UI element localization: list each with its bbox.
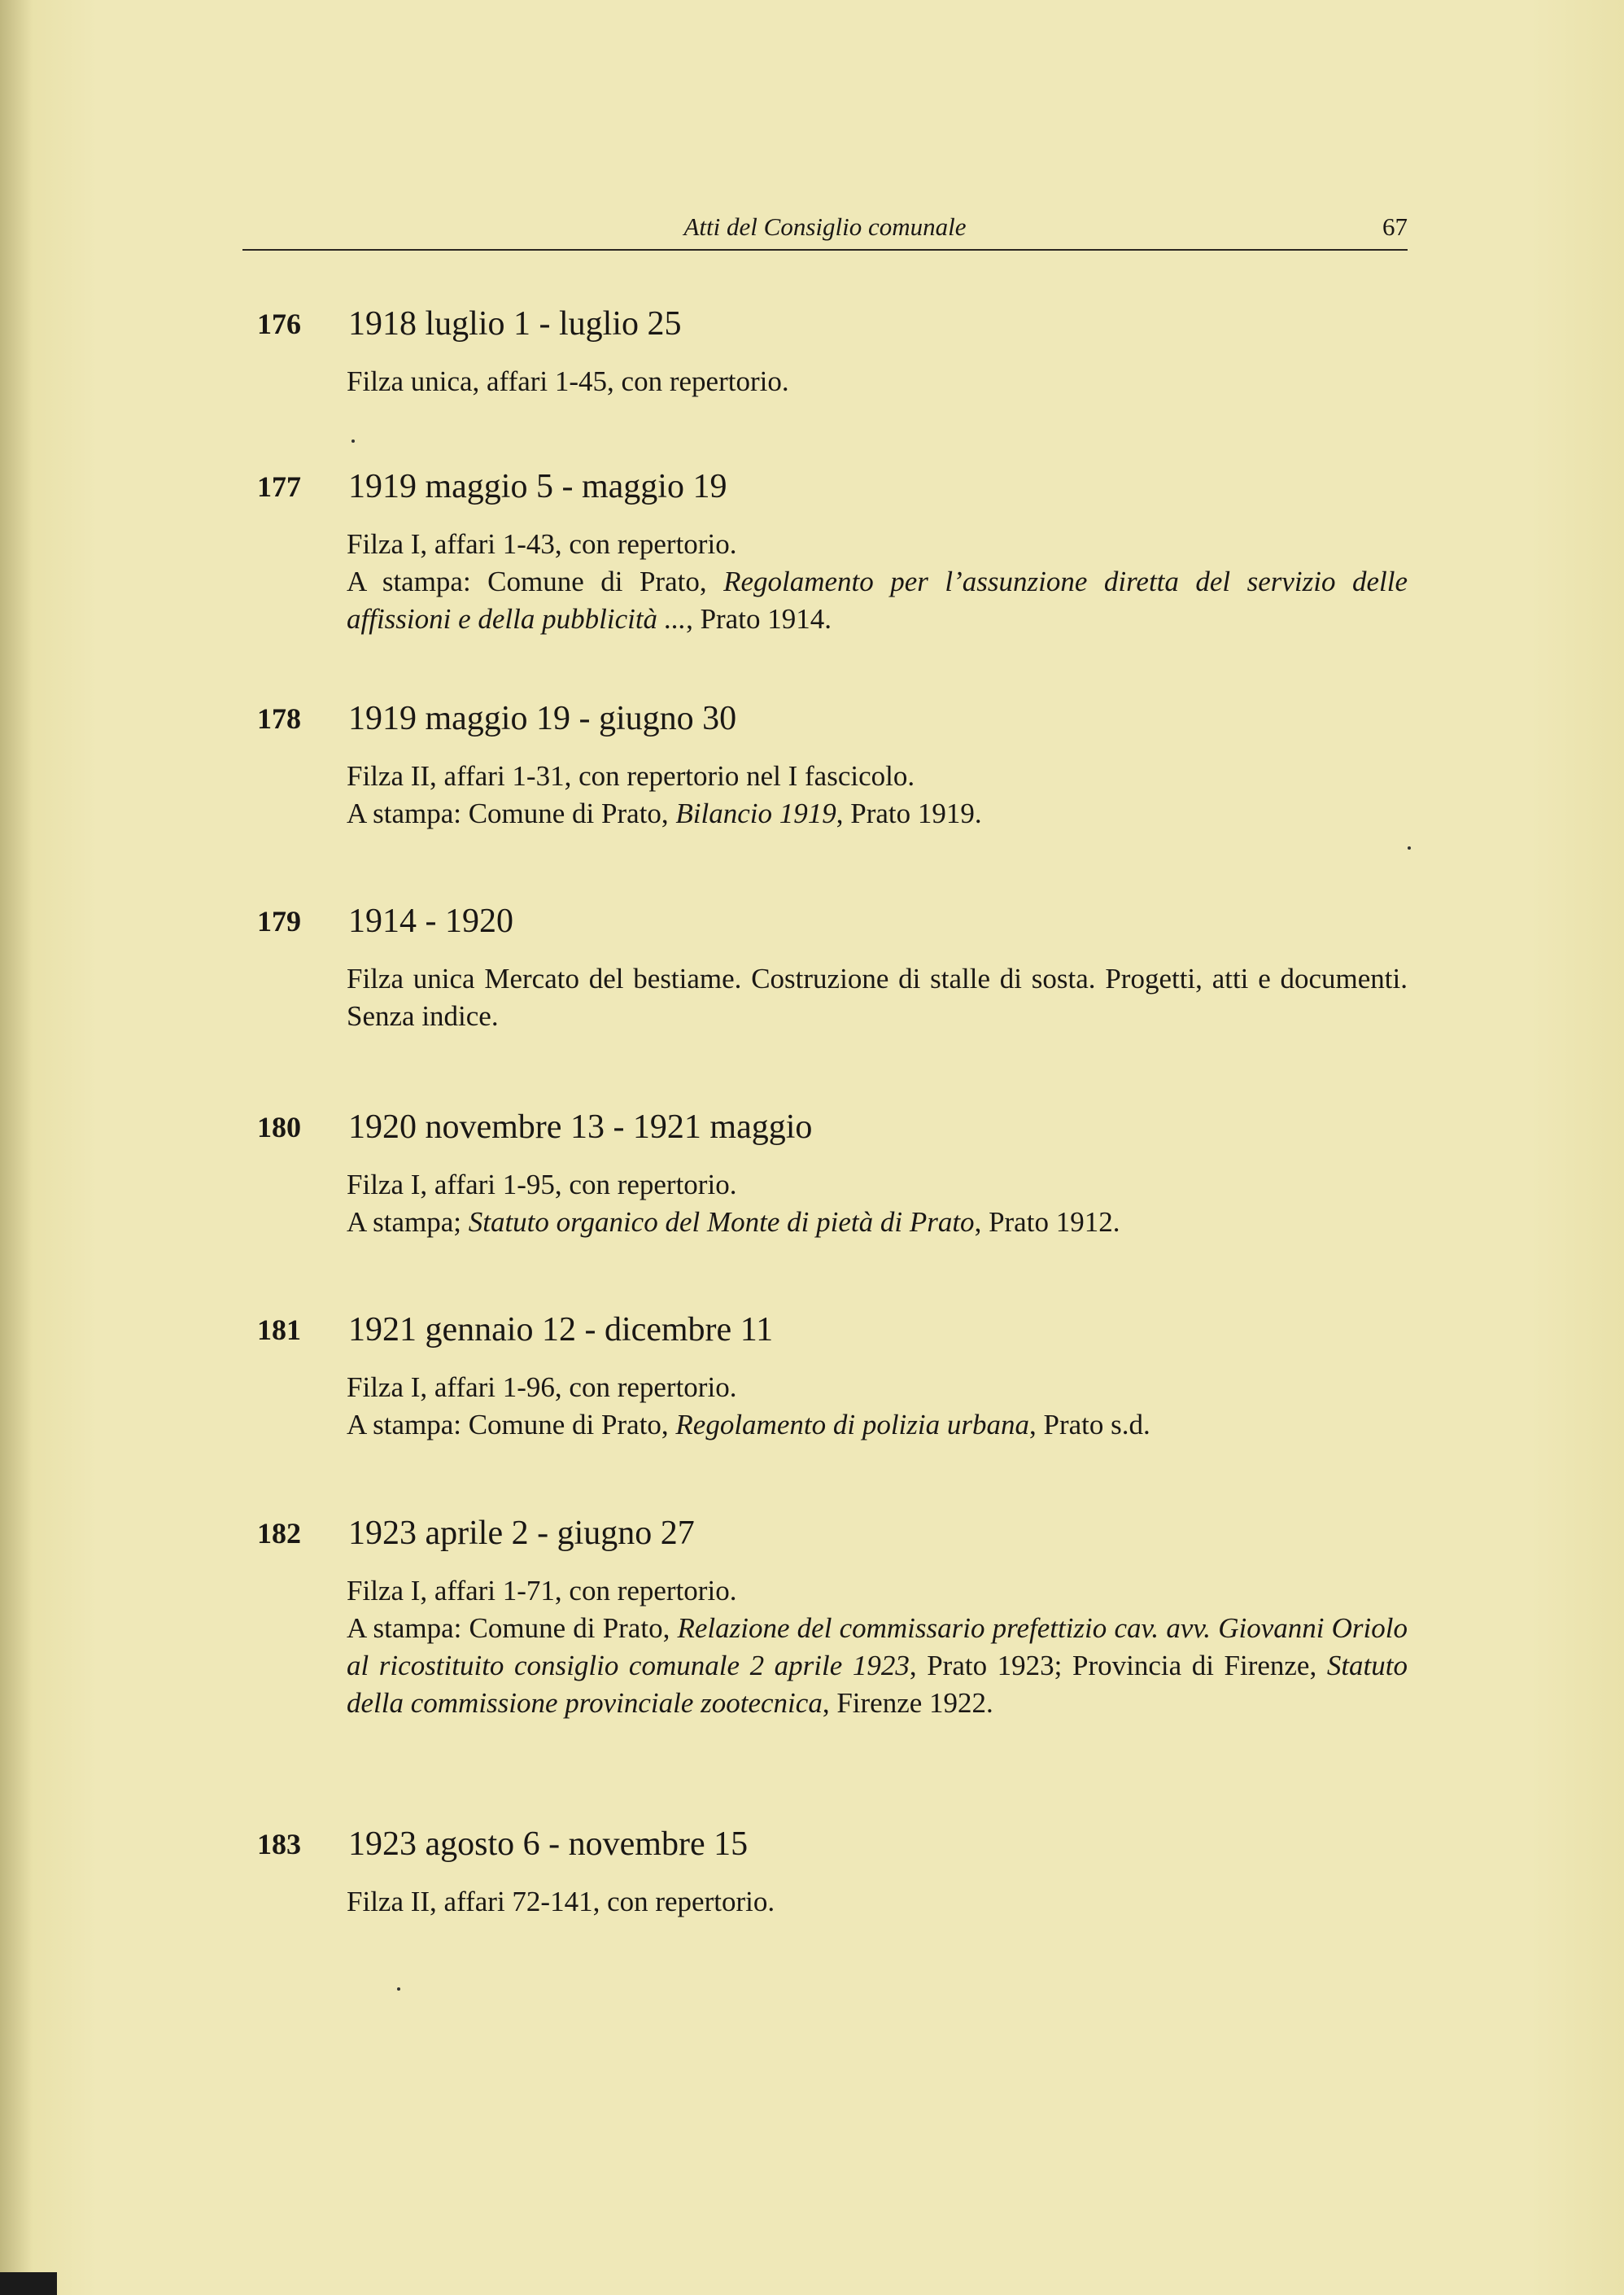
entry-number: 178 bbox=[257, 702, 301, 735]
publication-note bbox=[347, 563, 1408, 638]
entry-number: 183 bbox=[257, 1828, 301, 1860]
entry-line: Filza I, affari 1-95, con repertorio. bbox=[347, 1169, 737, 1200]
paper-speck bbox=[1408, 846, 1411, 850]
publication-suffix: , Prato 1914. bbox=[686, 603, 832, 635]
publication-suffix: , Prato s.d. bbox=[1028, 1409, 1150, 1440]
paper-speck bbox=[397, 1987, 400, 1991]
entry-date: 1921 gennaio 12 - dicembre 11 bbox=[348, 1311, 774, 1349]
binding-shadow bbox=[0, 0, 33, 2295]
entry-number: 180 bbox=[257, 1111, 301, 1143]
entry-number: 182 bbox=[257, 1517, 301, 1550]
entry-date: 1923 aprile 2 - giugno 27 bbox=[348, 1515, 695, 1552]
entry-description bbox=[347, 1572, 1408, 1722]
publication-note bbox=[347, 1610, 1408, 1722]
entry-date: 1919 maggio 5 - maggio 19 bbox=[348, 468, 727, 505]
paper-speck bbox=[351, 439, 355, 443]
entry-number: 181 bbox=[257, 1314, 301, 1346]
publication-title: Relazione del commissario prefettizio cav. avv. Giovanni Oriolo al ricostituito consiglio comunale 2 aprile 1923 bbox=[347, 1612, 1408, 1681]
header-rule bbox=[242, 249, 1408, 251]
publication-title: Bilancio 1919 bbox=[675, 798, 836, 829]
publication-prefix: A stampa; bbox=[347, 1206, 469, 1238]
entry-line: Filza II, affari 1-31, con repertorio nel I fascicolo. bbox=[347, 760, 915, 792]
entry-line: Filza unica, affari 1-45, con repertorio. bbox=[347, 365, 789, 397]
publication-suffix: , Prato 1919. bbox=[836, 798, 982, 829]
publication-title: Regolamento di polizia urbana bbox=[675, 1409, 1029, 1440]
entry-line: Filza II, affari 72-141, con repertorio. bbox=[347, 1886, 775, 1917]
running-title: Atti del Consiglio comunale bbox=[683, 212, 967, 241]
publication-note bbox=[347, 1204, 1408, 1241]
page-number: 67 bbox=[1382, 212, 1408, 241]
scan-corner bbox=[0, 2272, 57, 2295]
entry-description bbox=[347, 960, 1408, 1035]
publication-note bbox=[347, 795, 1408, 833]
publication-prefix: A stampa: Comune di Prato, bbox=[347, 1409, 676, 1440]
entry-description bbox=[347, 1369, 1408, 1444]
publication-middle: , Prato 1923; Provincia di Firenze, bbox=[909, 1650, 1327, 1681]
publication-prefix: A stampa: Comune di Prato, bbox=[347, 1612, 678, 1644]
entry-date: 1919 maggio 19 - giugno 30 bbox=[348, 700, 737, 737]
entry-line: Filza I, affari 1-96, con repertorio. bbox=[347, 1371, 737, 1403]
entry-date: 1923 agosto 6 - novembre 15 bbox=[348, 1825, 749, 1863]
entry-date: 1914 - 1920 bbox=[348, 903, 513, 940]
publication-title-2: Statuto della commissione provinciale zootecnica bbox=[347, 1650, 1408, 1719]
entry-date: 1918 luglio 1 - luglio 25 bbox=[348, 305, 682, 343]
publication-suffix: , Prato 1912. bbox=[974, 1206, 1120, 1238]
publication-suffix: , Firenze 1922. bbox=[822, 1687, 993, 1719]
publication-prefix: A stampa: Comune di Prato, bbox=[347, 798, 676, 829]
entry-description bbox=[347, 758, 1408, 833]
publication-note bbox=[347, 1406, 1408, 1444]
entry-description bbox=[347, 363, 1408, 400]
page-header bbox=[242, 208, 1408, 248]
entry-description bbox=[347, 526, 1408, 638]
entry-number: 176 bbox=[257, 308, 301, 340]
entry-number: 177 bbox=[257, 470, 301, 503]
entry-description bbox=[347, 1166, 1408, 1241]
publication-title: Statuto organico del Monte di pietà di Prato bbox=[468, 1206, 975, 1238]
entry-date: 1920 novembre 13 - 1921 maggio bbox=[348, 1108, 813, 1146]
entry-line: Filza unica Mercato del bestiame. Costruzione di stalle di sosta. Progetti, atti e documenti. Senza indice. bbox=[347, 963, 1408, 1032]
entry-line: Filza I, affari 1-71, con repertorio. bbox=[347, 1575, 737, 1606]
entry-line: Filza I, affari 1-43, con repertorio. bbox=[347, 528, 737, 560]
entry-description bbox=[347, 1883, 1408, 1921]
entry-number: 179 bbox=[257, 905, 301, 938]
publication-prefix: A stampa: Comune di Prato, bbox=[347, 566, 724, 597]
publication-title: Regolamento per l’assunzione diretta del servizio delle affissioni e della pubblicità ... bbox=[347, 566, 1408, 635]
